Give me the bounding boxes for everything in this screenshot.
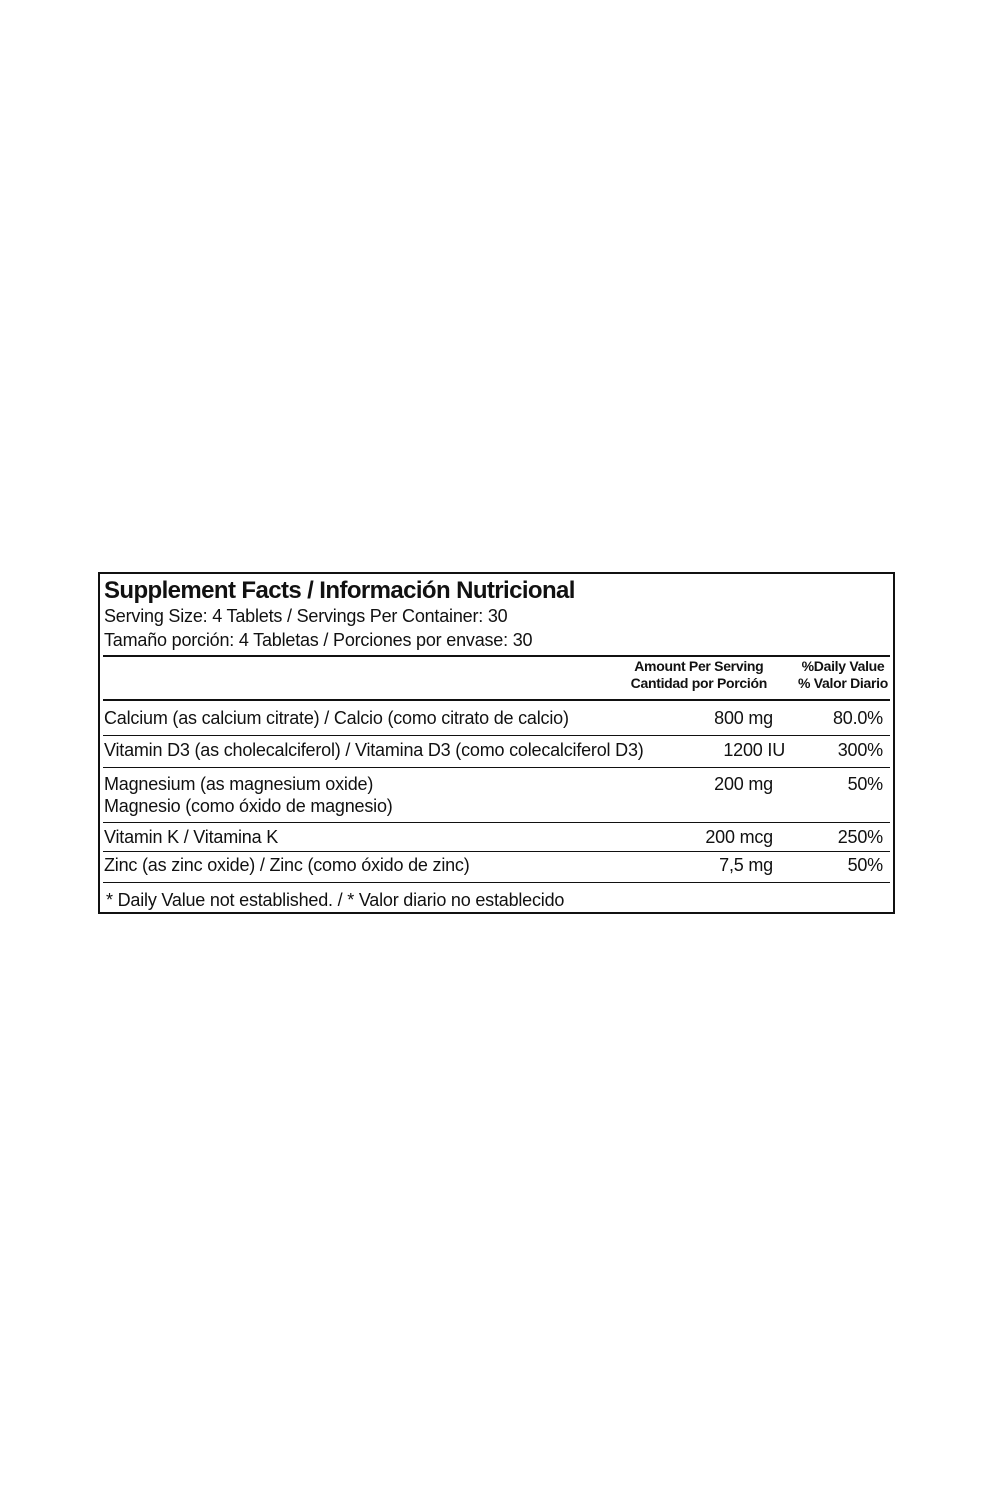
daily-value-header-en: %Daily Value	[801, 658, 885, 674]
nutrient-name: Zinc (as zinc oxide) / Zinc (como óxido de zinc)	[104, 855, 470, 875]
amount-header	[631, 658, 767, 692]
nutrient-daily-value: 250%	[837, 827, 883, 847]
amount-header-en: Amount Per Serving	[634, 658, 764, 674]
divider	[103, 882, 890, 883]
nutrient-amount: 1200 IU	[723, 740, 785, 760]
serving-info-es: Tamaño porción: 4 Tabletas / Porciones por envase: 30	[104, 630, 533, 650]
daily-value-header	[798, 658, 888, 692]
footnote: * Daily Value not established. / * Valor diario no establecido	[106, 890, 565, 910]
nutrient-name: Vitamin K / Vitamina K	[104, 827, 279, 847]
nutrient-amount: 200 mcg	[705, 827, 773, 847]
nutrient-name: Magnesium (as magnesium oxide)	[104, 774, 374, 794]
divider	[103, 699, 890, 701]
nutrient-daily-value: 80.0%	[832, 708, 883, 728]
nutrient-name: Calcium (as calcium citrate) / Calcio (como citrato de calcio)	[104, 708, 569, 728]
nutrient-daily-value: 50%	[847, 855, 883, 875]
divider	[103, 822, 890, 823]
supplement-facts-panel	[98, 572, 895, 914]
nutrient-daily-value: 50%	[847, 774, 883, 794]
divider	[103, 767, 890, 768]
divider	[103, 735, 890, 736]
nutrient-amount: 200 mg	[714, 774, 773, 794]
nutrient-amount: 7,5 mg	[719, 855, 773, 875]
nutrient-daily-value: 300%	[837, 740, 883, 760]
amount-header-es: Cantidad por Porción	[630, 675, 767, 691]
label-title: Supplement Facts / Información Nutricional	[104, 577, 575, 604]
divider	[103, 851, 890, 852]
serving-info-en: Serving Size: 4 Tablets / Servings Per Container: 30	[104, 606, 508, 626]
nutrient-name: Vitamin D3 (as cholecalciferol) / Vitamina D3 (como colecalciferol D3)	[104, 740, 644, 760]
nutrient-name-spanish: Magnesio (como óxido de magnesio)	[104, 796, 393, 816]
daily-value-header-es: % Valor Diario	[798, 675, 888, 691]
nutrient-amount: 800 mg	[714, 708, 773, 728]
divider	[103, 655, 890, 657]
nutrient-name-block	[104, 773, 393, 817]
